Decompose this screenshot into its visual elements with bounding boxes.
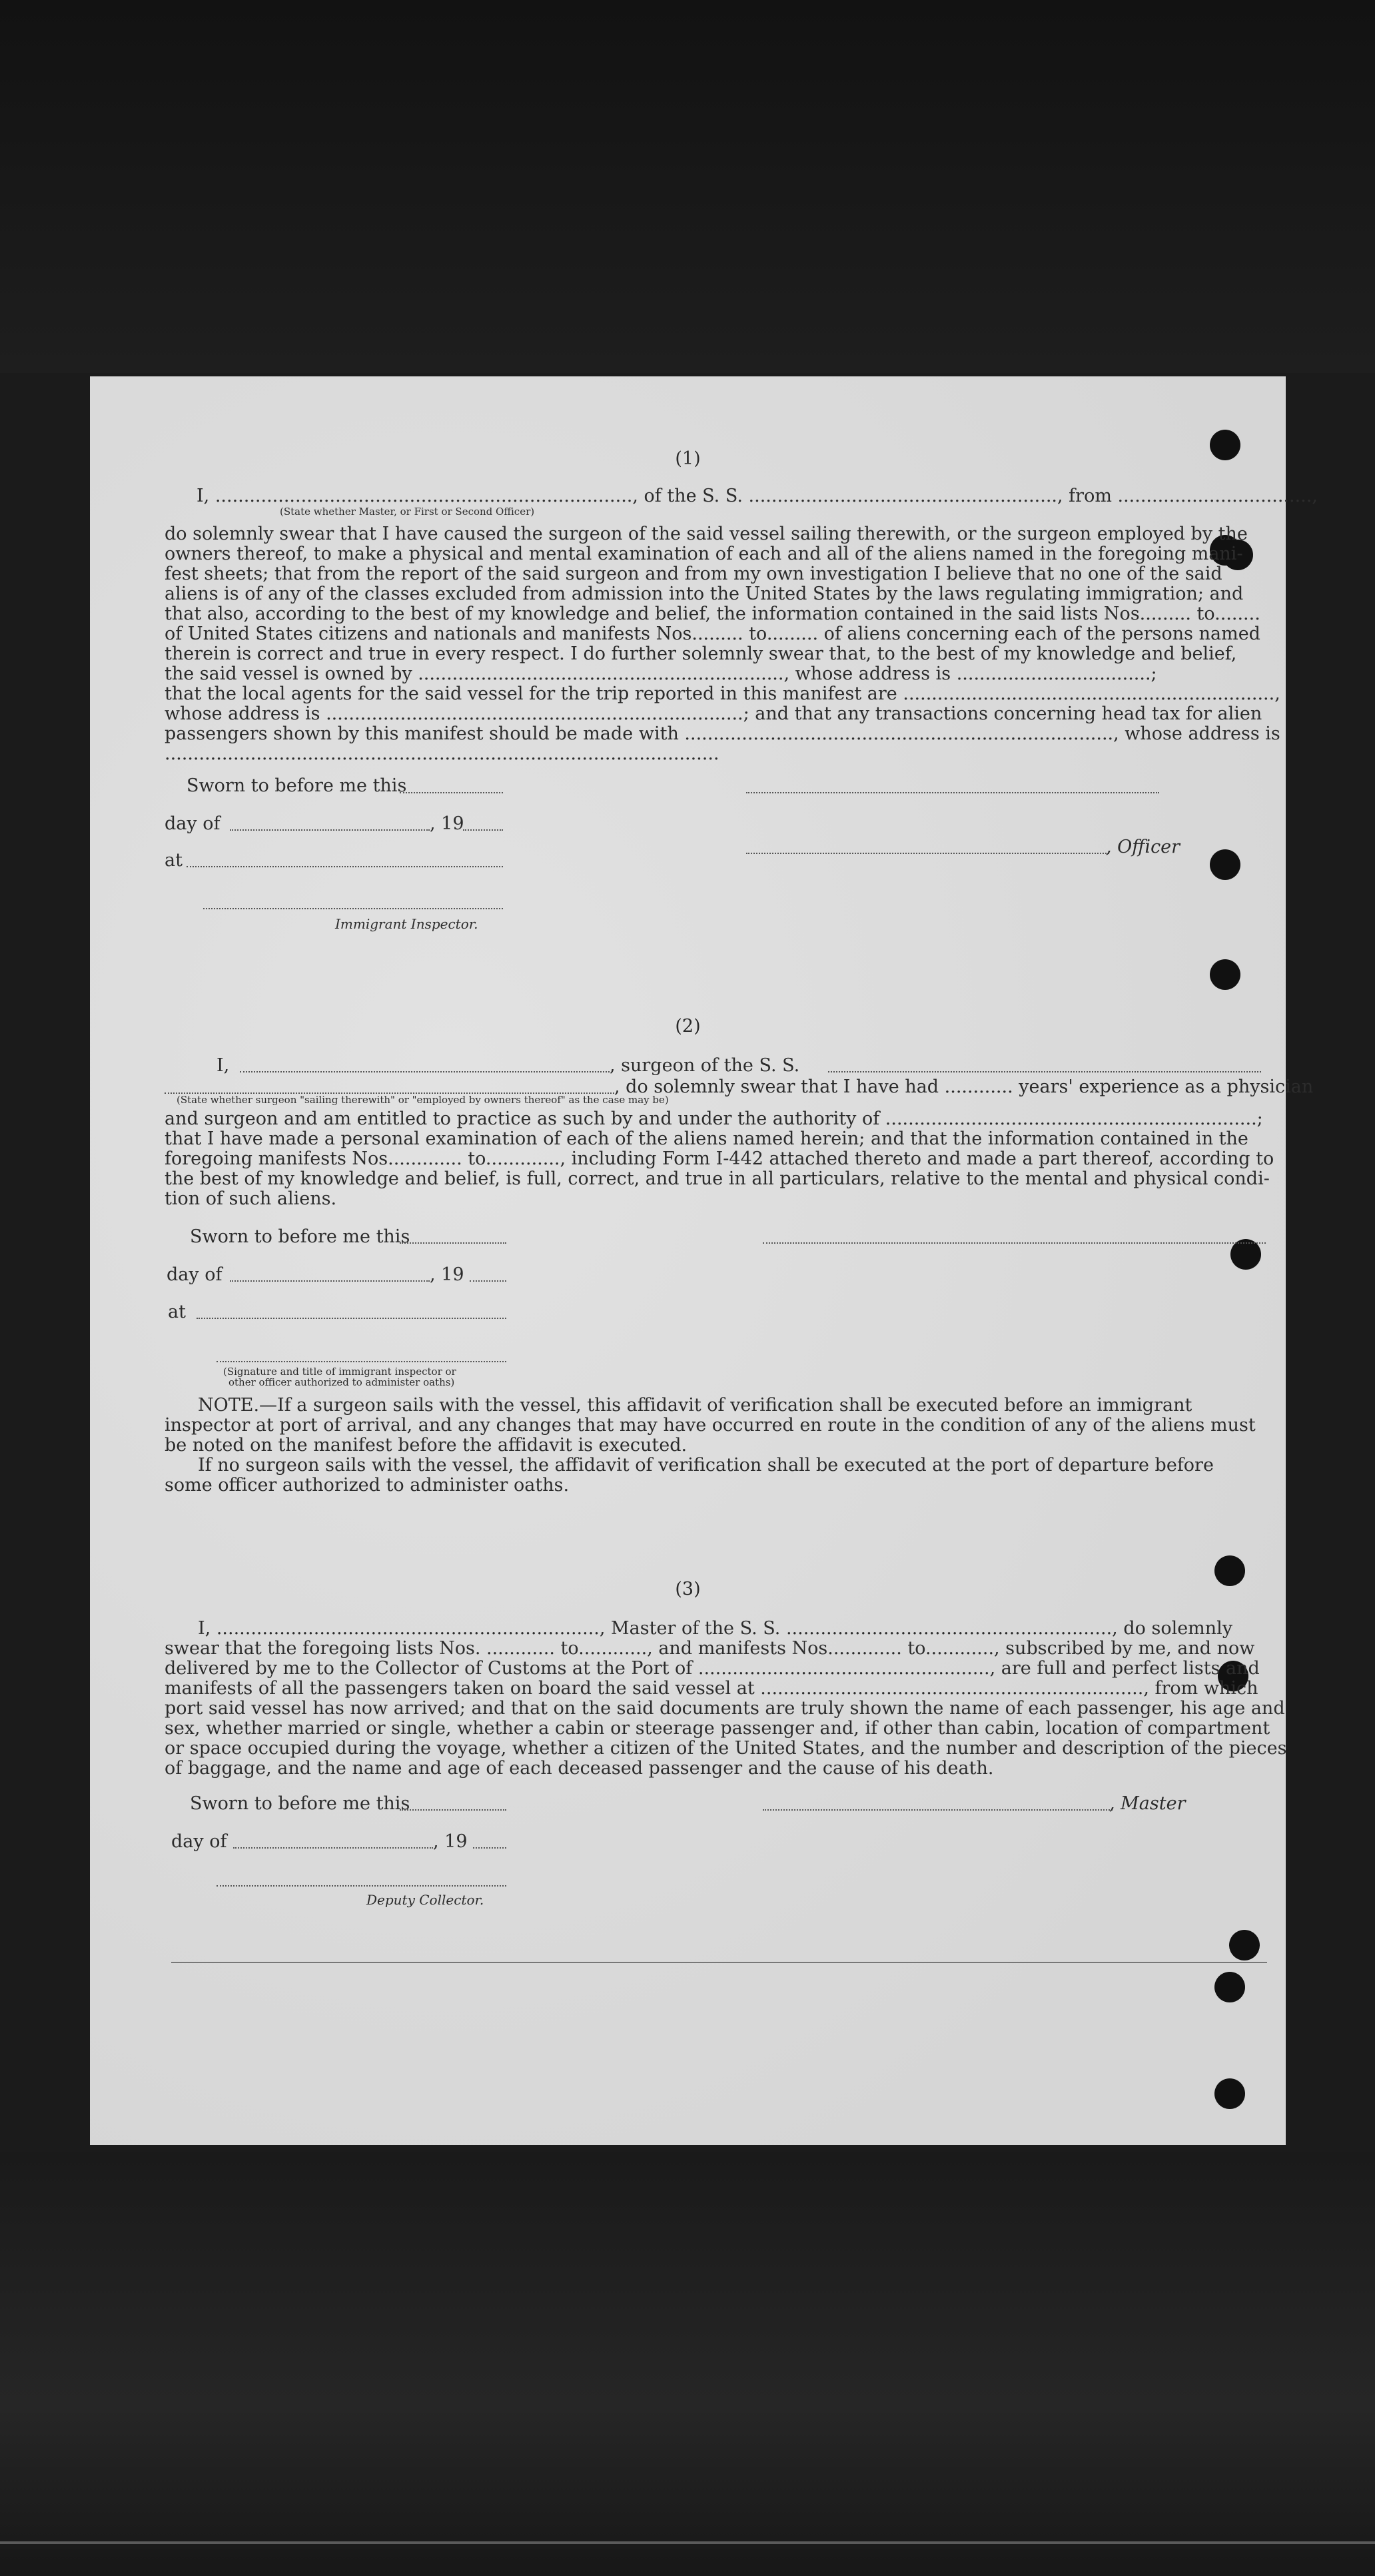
bottom-rule [171,1962,1267,1963]
section-1-first-line: I, ........................................................................., of the S. S. ......................................................, from .................................., [197,486,1318,506]
punch-hole [1214,2078,1245,2109]
sworn-label: Sworn to before me this [190,1793,410,1814]
collector-signature-blank [217,1885,506,1887]
year-blank [470,1280,506,1282]
master-label: , Master [1109,1793,1186,1814]
signature-caption-1: (Signature and title of immigrant inspector or [223,1366,456,1378]
oath-line: the best of my knowledge and belief, is full, correct, and true in all particulars, relative to the mental and physical condi- [165,1168,1270,1189]
oath-line: foregoing manifests Nos............. to............., including Form I-442 attached thereto and made a part thereof, according to [165,1148,1274,1169]
surgeon-note [165,1396,1267,1496]
section-1-number: (1) [675,448,701,469]
day-of-label: day of [167,1264,223,1285]
oath-line: delivered by me to the Collector of Customs at the Port of ..................................................., are full and perfect lists and [165,1658,1260,1679]
sworn-date-blank [400,1809,506,1811]
note-line: some officer authorized to administer oaths. [165,1475,570,1496]
oath-line: the said vessel is owned by ................................................................, whose address is ..................................; [165,663,1157,684]
section-2-surgeon-of: , surgeon of the S. S. [610,1055,800,1076]
section-2-second-line: , do solemnly swear that I have had ............ years' experience as a physician [614,1076,1314,1097]
day-of-blank [230,1280,430,1282]
year-label: , 19 [430,1264,464,1285]
oath-line: I, ..................................................................., Master of the S. S. ........................................................., do solemnly [198,1618,1233,1639]
year-label: , 19 [430,813,464,834]
note-line: If no surgeon sails with the vessel, the affidavit of verification shall be executed at the port of departure before [198,1455,1214,1476]
note-line: NOTE.—If a surgeon sails with the vessel, this affidavit of verification shall be executed before an immigrant [198,1395,1192,1416]
section-1-oath-text [165,524,1280,764]
inspector-signature-blank [203,908,503,909]
punch-hole [1214,1972,1245,2002]
sworn-label: Sworn to before me this [187,775,407,796]
at-label: at [168,1302,186,1322]
punch-hole [1229,1930,1260,1960]
sworn-label: Sworn to before me this [190,1226,410,1247]
oath-line: that I have made a personal examination of each of the aliens named herein; and that the information contained in the [165,1128,1248,1149]
section-3-oath-text [165,1618,1287,1779]
day-of-blank [230,829,430,831]
oath-line: and surgeon and am entitled to practice as such by and under the authority of .................................................................; [165,1108,1263,1129]
officer-label: , Officer [1106,837,1180,857]
microfilm-border-top [0,0,1375,373]
section-2-caption: (State whether surgeon "sailing therewith" or "employed by owners thereof" as the case may be) [177,1094,669,1106]
oath-line: owners thereof, to make a physical and mental examination of each and all of the aliens named in the foregoing mani- [165,544,1243,564]
at-label: at [165,850,183,871]
at-blank [197,1318,506,1319]
surgeon-signature-blank [763,1242,1266,1244]
microfilm-border-bottom [0,2152,1375,2576]
oath-line: tion of such aliens. [165,1188,337,1209]
section-2-i: I, [217,1055,230,1076]
year-label: , 19 [433,1831,468,1852]
note-line: be noted on the manifest before the affidavit is executed. [165,1435,688,1456]
day-of-blank [233,1847,433,1849]
oath-line: swear that the foregoing lists Nos. ............ to............, and manifests Nos............. to............, subscribed by me, and now [165,1638,1255,1659]
note-line: inspector at port of arrival, and any changes that may have occurred en route in the condition of any of the aliens must [165,1415,1256,1436]
oath-line: of baggage, and the name and age of each deceased passenger and the cause of his death. [165,1758,994,1779]
oath-line: ................................................................................................. [165,743,719,764]
surgeon-ship-blank [828,1071,1261,1073]
signature-caption-2: other officer authorized to administer oaths) [229,1376,455,1388]
oath-line: fest sheets; that from the report of the said surgeon and from my own investigation I believe that no one of the said [165,564,1222,584]
officer-signature-blank-2 [746,853,1109,854]
oath-line: of United States citizens and nationals and manifests Nos......... to......... of aliens concerning each of the persons named [165,624,1260,644]
film-edge-line [0,2541,1375,2544]
punch-hole [1210,959,1240,990]
punch-hole [1210,849,1240,880]
oath-line: or space occupied during the voyage, whether a citizen of the United States, and the number and description of the pieces [165,1738,1287,1759]
day-of-label: day of [171,1831,227,1852]
section-1-caption: (State whether Master, or First or Second Officer) [280,506,535,518]
officer-signature-blank-1 [746,792,1159,793]
oath-line: therein is correct and true in every respect. I do further solemnly swear that, to the best of my knowledge and belief, [165,644,1237,664]
at-blank [187,866,503,867]
oath-line: manifests of all the passengers taken on board the said vessel at ..................................................................., from which [165,1678,1258,1699]
oath-line: that the local agents for the said vessel for the trip reported in this manifest are ................................................................., [165,683,1280,704]
sworn-date-blank [400,1242,506,1244]
year-blank [473,1847,506,1849]
master-signature-blank [763,1809,1113,1811]
official-signature-blank [217,1361,506,1362]
deputy-collector-label: Deputy Collector. [366,1892,484,1908]
sworn-date-blank [400,792,503,793]
oath-line: aliens is of any of the classes excluded from admission into the United States by the laws regulating immigration; and [165,584,1244,604]
oath-line: passengers shown by this manifest should be made with ..........................................................................., whose address is [165,723,1280,744]
oath-line: that also, according to the best of my knowledge and belief, the information contained in the said lists Nos......... to........ [165,604,1260,624]
surgeon-name-blank [240,1071,610,1073]
oath-line: sex, whether married or single, whether a cabin or steerage passenger and, if other than cabin, location of compartment [165,1718,1270,1739]
section-2-oath-text [165,1108,1274,1209]
section-2-number: (2) [675,1016,701,1037]
manifest-affidavit-page [90,376,1318,2145]
oath-line: port said vessel has now arrived; and that on the said documents are truly shown the name of each passenger, his age and [165,1698,1285,1719]
oath-line: do solemnly swear that I have caused the surgeon of the said vessel sailing therewith, or the surgeon employed by the [165,524,1248,544]
oath-line: whose address is .........................................................................; and that any transactions concerning head tax for alien [165,703,1262,724]
year-blank [463,829,503,831]
section-3-number: (3) [675,1579,701,1599]
day-of-label: day of [165,813,221,834]
immigrant-inspector-label: Immigrant Inspector. [335,916,478,932]
